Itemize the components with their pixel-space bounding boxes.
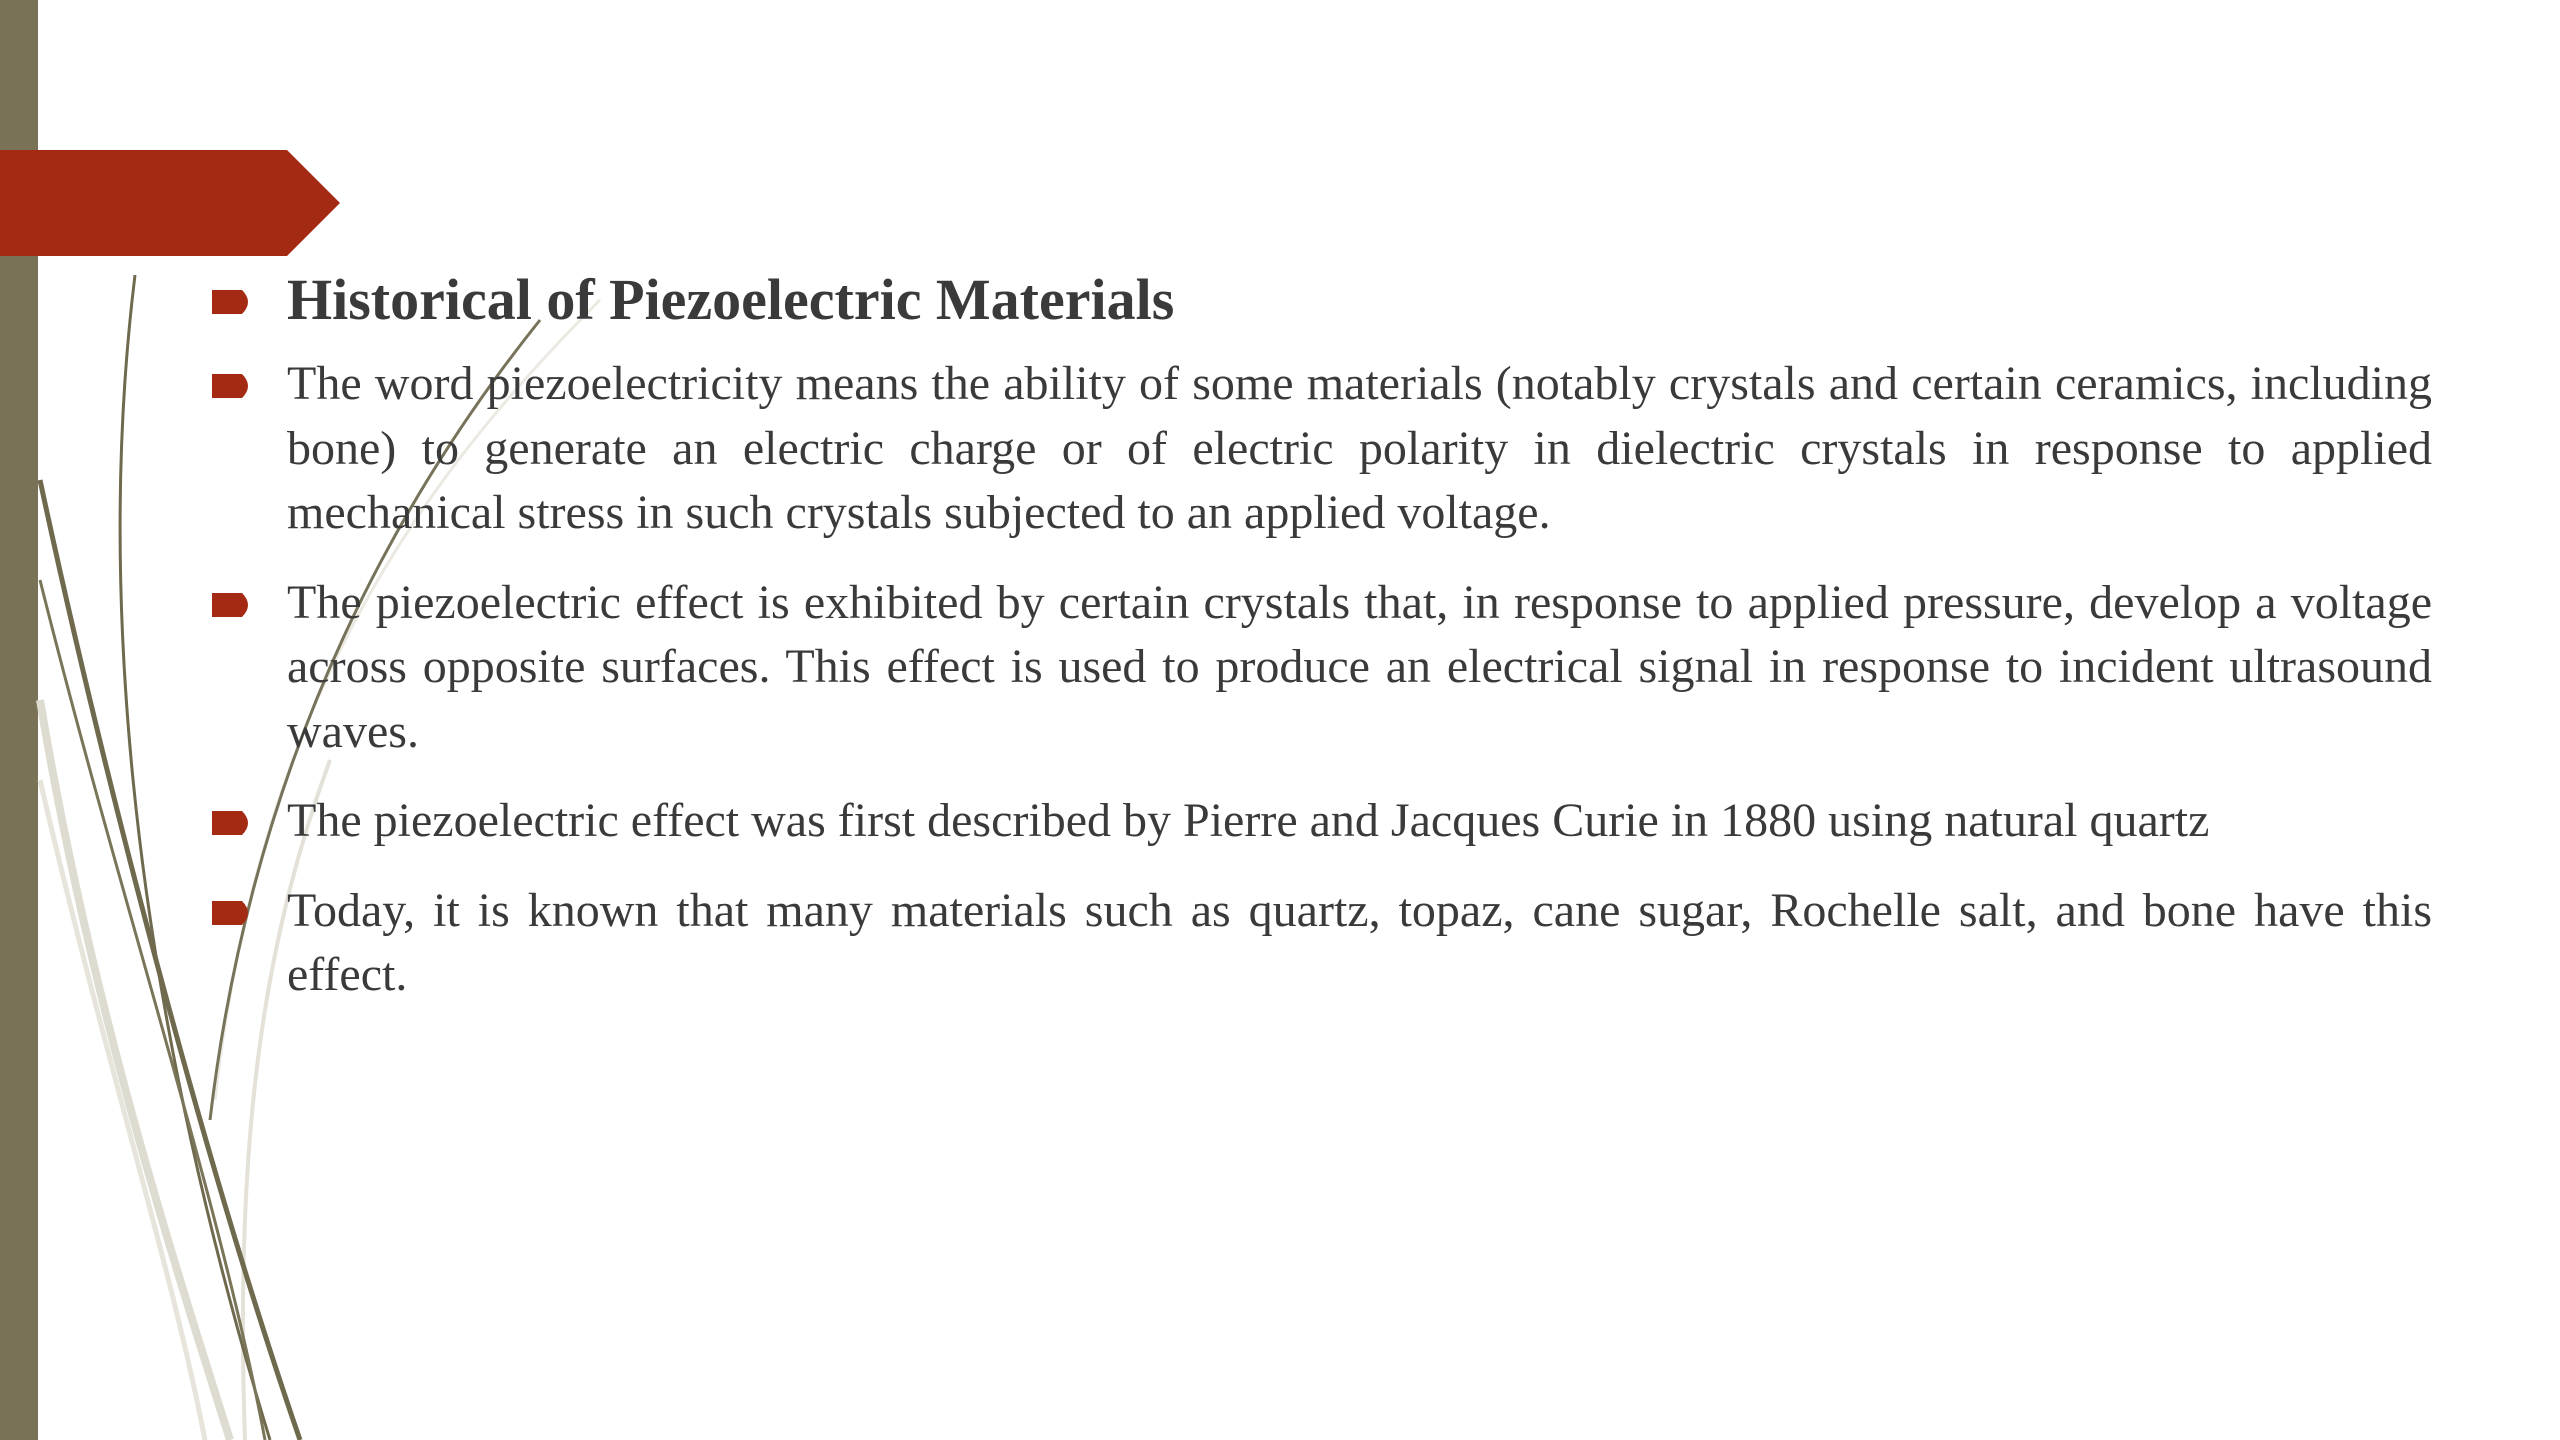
bullet-text: The word piezoelectricity means the ability of some materials (notably crystals and certain ceramics, including bone) to generate an electric charge or of electric polarity in dielectric crystals in response to applied mechanical stress in such crystals subjected to an applied voltage. <box>287 357 2432 539</box>
slide-title-item <box>212 262 2432 338</box>
accent-pentagon-shape <box>0 150 340 256</box>
slide-title: Historical of Piezoelectric Materials <box>287 267 1175 332</box>
bullet-item <box>212 879 2432 1008</box>
bullet-item <box>212 571 2432 765</box>
arrow-bullet-icon <box>212 290 254 314</box>
bullet-text: The piezoelectric effect was first described by Pierre and Jacques Curie in 1880 using natural quartz <box>287 794 2210 847</box>
bullet-item <box>212 789 2432 854</box>
bullet-text: The piezoelectric effect is exhibited by certain crystals that, in response to applied pressure, develop a voltage across opposite surfaces. This effect is used to produce an electrical signal in response to incident ultrasound waves. <box>287 575 2432 758</box>
arrow-bullet-icon <box>212 374 254 398</box>
arrow-bullet-icon <box>212 593 254 617</box>
slide-content <box>212 262 2432 1033</box>
bullet-item <box>212 352 2432 546</box>
bullet-text: Today, it is known that many materials such as quartz, topaz, cane sugar, Rochelle salt, and bone have this effect. <box>287 883 2432 1001</box>
arrow-bullet-icon <box>212 811 254 835</box>
arrow-bullet-icon <box>212 901 254 925</box>
